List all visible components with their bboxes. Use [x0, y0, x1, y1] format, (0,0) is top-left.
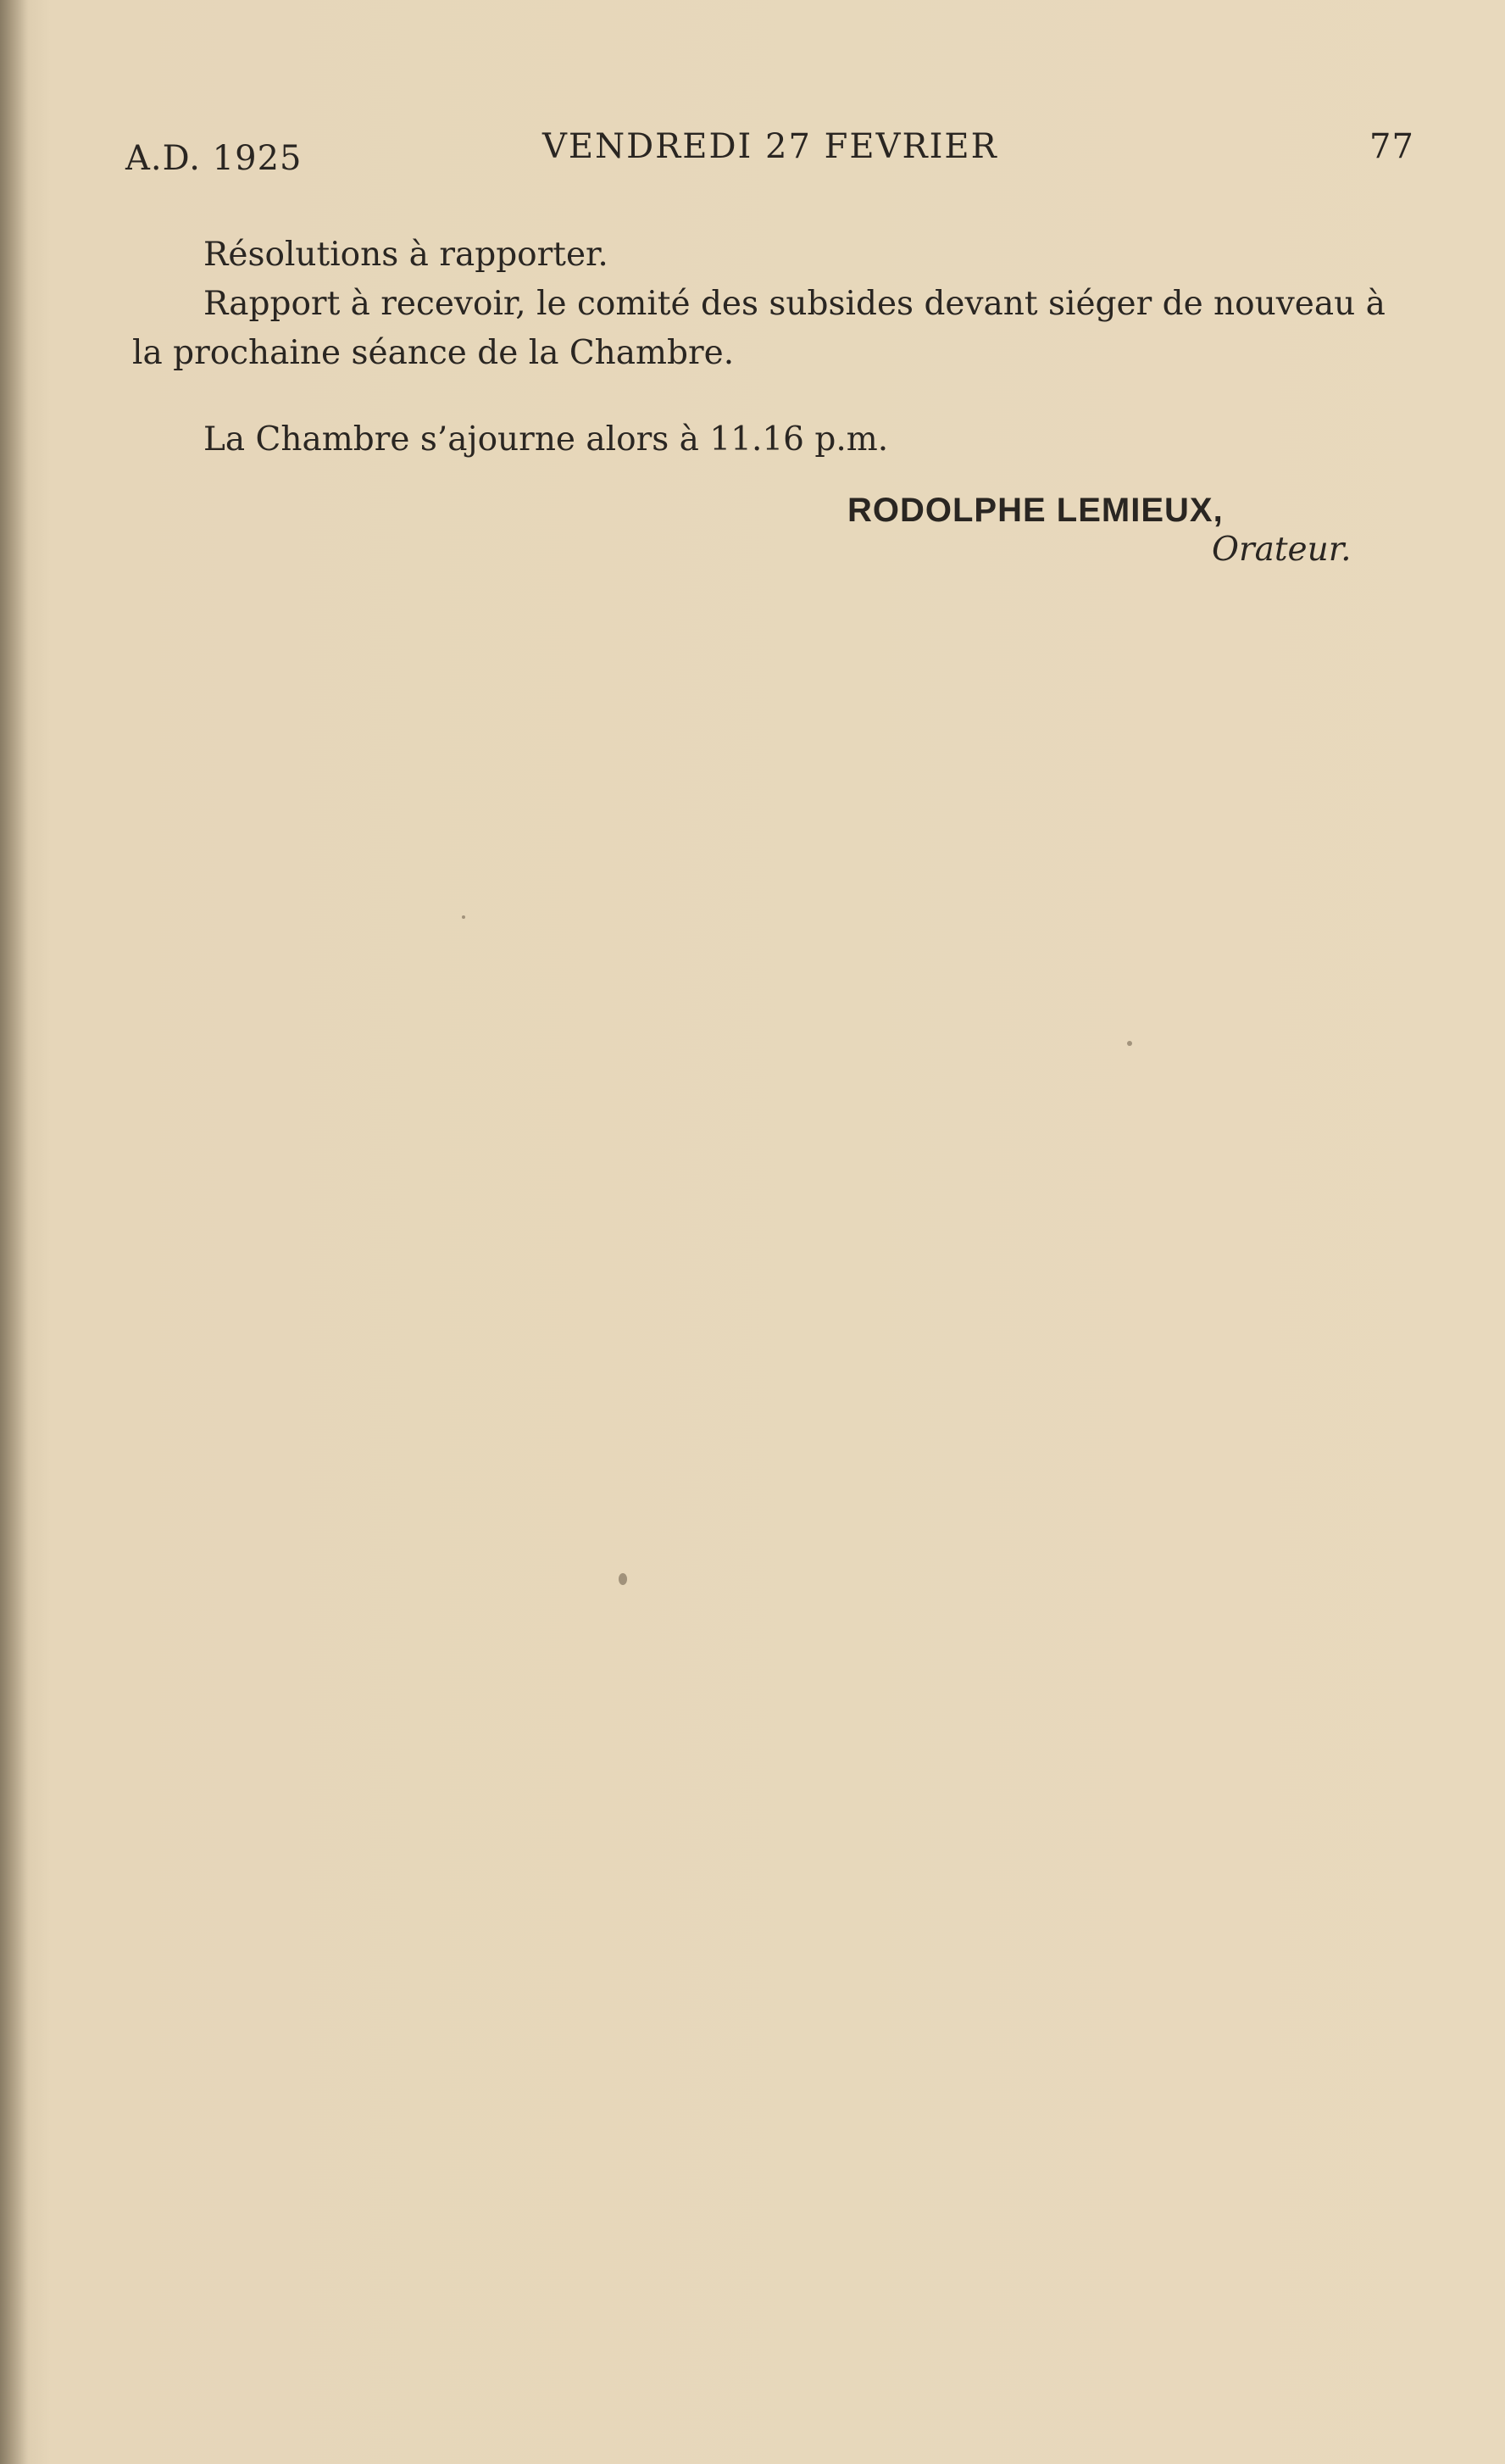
paragraph-resolutions: Résolutions à rapporter. — [203, 236, 608, 274]
signature-name: RODOLPHE LEMIEUX, — [847, 492, 1224, 529]
ink-speck — [462, 915, 465, 919]
paragraph-ajournement: La Chambre s’ajourne alors à 11.16 p.m. — [203, 420, 889, 459]
signature-title: Orateur. — [1212, 531, 1352, 569]
header-date: VENDREDI 27 FEVRIER — [542, 127, 998, 166]
ink-speck — [1127, 1041, 1132, 1046]
binding-shadow — [0, 0, 29, 2464]
header-year: A.D. 1925 — [125, 139, 303, 178]
ink-speck — [619, 1573, 627, 1585]
page-header — [0, 127, 1505, 178]
page-number: 77 — [1369, 127, 1414, 166]
paragraph-rapport: Rapport à recevoir, le comité des subsides devant siéger de nouveau à la prochaine séance de la Chambre. — [132, 285, 1386, 372]
